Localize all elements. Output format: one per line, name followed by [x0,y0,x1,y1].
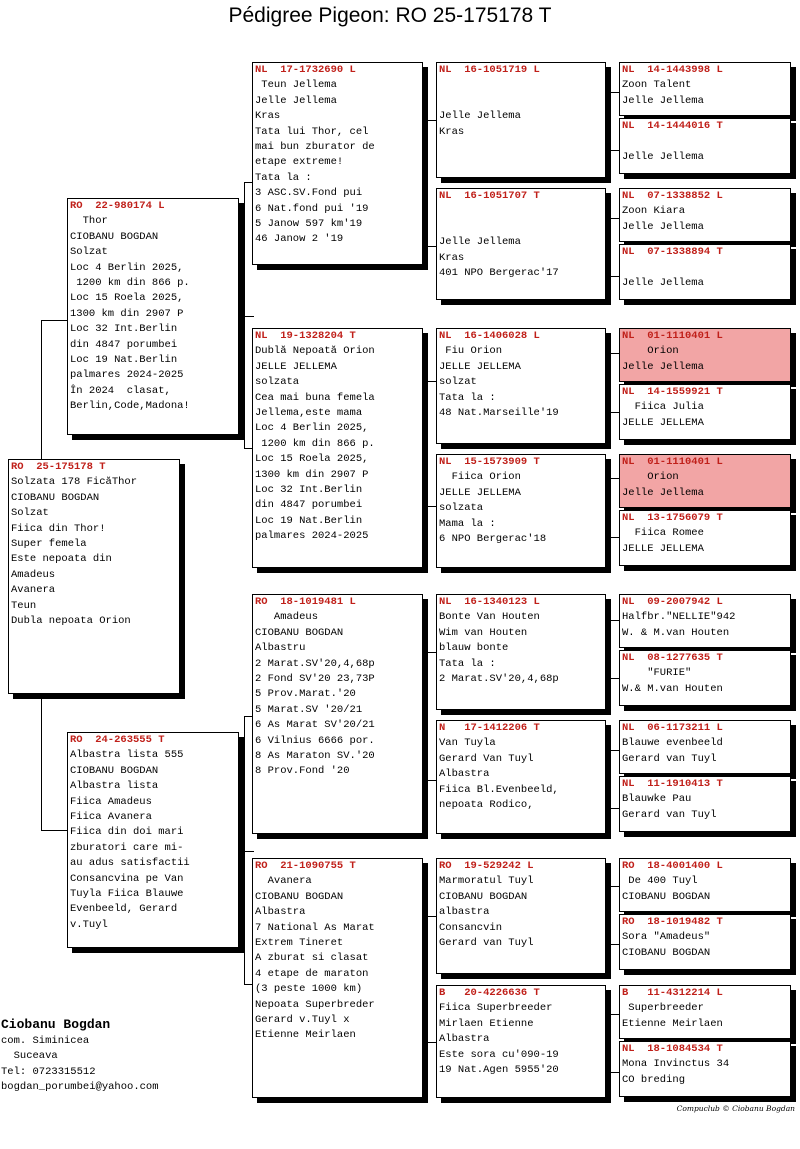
info-line: solzata [255,376,300,389]
pigeon-card-gen4-14 [619,914,791,970]
info-line: Fiica Romee [622,527,704,540]
info-line: Avanera [255,875,312,888]
info-line [622,260,788,275]
ring-number: N 17-1412206 T [439,722,540,734]
info-line: albastra [439,906,490,919]
info-line: "FURIE" [622,667,692,680]
pigeon-card-gen3-3 [436,328,606,444]
ring-number: NL 14-1443998 L [622,64,723,76]
info-line: Solzata 178 FicăThor [11,476,138,489]
pigeon-card-gen4-5 [619,328,791,382]
info-line: Jelle Jellema [622,150,704,163]
pigeon-card-sire-sire [252,62,423,265]
info-line: 19 Nat.Agen 5955'20 [439,1064,559,1077]
info-line: Teun Jellema [255,79,337,92]
ring-number: NL 06-1173211 L [622,722,723,734]
info-line: Kras [439,125,465,138]
info-line: Este sora cu'090-19 [439,1048,559,1061]
pigeon-card-gen4-4 [619,244,791,300]
info-line: Jelle Jellema [439,236,521,249]
info-line: Gerard Van Tuyl [439,752,534,765]
pigeon-card-sire-dam [252,328,423,568]
info-line: De 400 Tuyl [622,875,698,888]
pigeon-card-gen3-1 [436,62,606,178]
info-line: Loc 4 Berlin 2025, [70,261,184,274]
ring-number: NL 01-1110401 L [622,330,723,342]
info-line: Albastra lista 555 [70,749,184,762]
info-line: solzat [439,376,477,389]
info-line: Superbreeder [622,1002,704,1015]
ring-number: NL 09-2007942 L [622,596,723,608]
info-line: nepoata Rodico, [439,799,534,812]
info-line: JELLE JELLEMA [622,542,704,555]
info-line [439,78,603,93]
info-line: 6 Vilnius 6666 por. [255,734,375,747]
info-line: A zburat si clasat [255,952,369,965]
info-line: Evenbeeld, Gerard [70,903,178,916]
info-line: Loc 15 Roela 2025, [255,453,369,466]
info-line: Orion [622,471,679,484]
info-line: Amadeus [11,568,56,581]
info-line: (3 peste 1000 km) [255,983,363,996]
info-line: 3 ASC.SV.Fond pui [255,187,363,200]
pigeon-card-gen4-15 [619,985,791,1039]
info-line: Kras [439,251,465,264]
info-line: Loc 19 Nat.Berlin [255,514,363,527]
ring-number: NL 14-1444016 T [622,120,723,132]
pigeon-card-gen4-9 [619,594,791,648]
info-line: Fiica Bl.Evenbeeld, [439,783,559,796]
info-line: din 4847 porumbei [255,499,363,512]
ring-number: B 20-4226636 T [439,987,540,999]
owner-info [1,1016,159,1096]
info-line: palmares 2024-2025 [255,530,369,543]
info-line: CIOBANU BOGDAN [255,626,344,639]
info-line: Tata la : [255,171,312,184]
info-line: CIOBANU BOGDAN [70,764,159,777]
ring-number: NL 16-1051719 L [439,64,540,76]
pigeon-card-gen4-6 [619,384,791,440]
info-line: JELLE JELLEMA [439,360,521,373]
info-line: Blauwke Pau [622,793,692,806]
info-line: Albastru [255,642,306,655]
info-line: Thor [70,215,108,228]
pigeon-card-sire [67,198,239,435]
info-line: Loc 19 Nat.Berlin [70,354,178,367]
info-line: Avanera [11,584,56,597]
info-line: Gerard van Tuyl [622,752,717,765]
info-line [439,220,603,235]
info-line: 8 Prov.Fond '20 [255,765,350,778]
info-line: Zoon Kiara [622,205,686,218]
info-line: 5 Janow 597 km'19 [255,218,363,231]
owner-email: bogdan_porumbei@yahoo.com [1,1081,159,1094]
ring-number: RO 18-1019482 T [622,916,723,928]
pigeon-card-gen4-13 [619,858,791,912]
owner-name: Ciobanu Bogdan [1,1017,111,1032]
info-line: 46 Janow 2 '19 [255,233,344,246]
ring-number: B 11-4312214 L [622,987,723,999]
ring-number: RO 21-1090755 T [255,860,356,872]
pigeon-card-gen4-2 [619,118,791,174]
pigeon-card-gen4-7 [619,454,791,508]
ring-number: NL 16-1051707 T [439,190,540,202]
info-line: Jelle Jellema [622,94,704,107]
pigeon-card-subject [8,459,180,694]
info-line: 2 Marat.SV'20,4,68p [255,657,375,670]
info-line: Teun [11,599,37,612]
pigeon-card-gen3-2 [436,188,606,300]
info-line: 48 Nat.Marseille'19 [439,407,559,420]
info-line: Albastra [439,1033,490,1046]
info-line: Van Tuyla [439,737,496,750]
pigeon-card-gen4-1 [619,62,791,116]
info-line: Jelle Jellema [439,110,521,123]
info-line: CO breding [622,1073,686,1086]
pigeon-card-gen3-5 [436,594,606,710]
info-line: W.& M.van Houten [622,682,723,695]
ring-number: NL 16-1406028 L [439,330,540,342]
info-line: Fiica Avanera [70,811,152,824]
info-line: 4 etape de maraton [255,967,369,980]
info-line: CIOBANU BOGDAN [255,890,344,903]
info-line: Nepoata Superbreder [255,998,375,1011]
ring-number: RO 24-263555 T [70,734,165,746]
info-line: palmares 2024-2025 [70,369,184,382]
info-line: Zoon Talent [622,79,692,92]
ring-number: NL 01-1110401 L [622,456,723,468]
info-line: v.Tuyl [70,918,108,931]
info-line: Jelle Jellema [622,360,704,373]
pigeon-card-gen4-8 [619,510,791,566]
info-line: 1300 km din 2907 P [70,307,184,320]
info-line: Fiica Orion [439,471,521,484]
info-line: Amadeus [255,611,319,624]
info-line: Gerard van Tuyl [439,937,534,950]
info-line: solzata [439,502,484,515]
ring-number: RO 19-529242 L [439,860,534,872]
ring-number: NL 08-1277635 T [622,652,723,664]
info-line: Blauwe evenbeeld [622,737,723,750]
ring-number: NL 15-1573909 T [439,456,540,468]
pigeon-card-gen4-16 [619,1041,791,1097]
info-line: Solzat [70,246,108,259]
page-title: Pédigree Pigeon: RO 25-175178 T [228,4,552,27]
info-line: CIOBANU BOGDAN [622,946,711,959]
info-line: Halfbr."NELLIE"942 [622,611,736,624]
ring-number: NL 16-1340123 L [439,596,540,608]
info-line: Mama la : [439,517,496,530]
ring-number: NL 13-1756079 T [622,512,723,524]
pigeon-card-gen4-12 [619,776,791,832]
info-line: 5 Marat.SV '20/21 [255,703,363,716]
owner-address-line: Suceava [1,1050,58,1063]
info-line: Tata la : [439,657,496,670]
info-line: Jelle Jellema [255,94,337,107]
info-line: mai bun zburator de [255,141,375,154]
info-line: Cea mai buna femela [255,391,375,404]
info-line: din 4847 porumbei [70,338,178,351]
info-line: 7 National As Marat [255,921,375,934]
info-line: În 2024 clasat, [70,384,171,397]
pigeon-card-gen4-11 [619,720,791,774]
ring-number: NL 17-1732690 L [255,64,356,76]
info-line: au adus satisfactii [70,857,190,870]
info-line: CIOBANU BOGDAN [70,230,159,243]
info-line: Extrem Tineret [255,937,344,950]
info-line: Loc 4 Berlin 2025, [255,422,369,435]
info-line: JELLE JELLEMA [439,486,521,499]
info-line: Fiu Orion [439,345,503,358]
pigeon-card-gen4-10 [619,650,791,706]
info-line [439,204,603,219]
info-line: Tata lui Thor, cel [255,125,369,138]
info-line: Wim van Houten [439,626,528,639]
info-line: 8 As Maraton SV.'20 [255,750,375,763]
info-line: 2 Fond SV'20 23,73P [255,673,375,686]
info-line: Jelle Jellema [622,486,704,499]
info-line: CIOBANU BOGDAN [11,491,100,504]
info-line: CIOBANU BOGDAN [622,890,711,903]
info-line: Super femela [11,538,87,551]
info-line: Orion [622,345,679,358]
pigeon-card-dam-dam [252,858,423,1098]
pigeon-card-dam [67,732,239,948]
info-line: Tata la : [439,391,496,404]
info-line: Fiica Superbreeder [439,1002,553,1015]
info-line: Marmoratul Tuyl [439,875,534,888]
info-line: 1200 km din 866 p. [70,277,190,290]
info-line: Consancvina pe Van [70,872,184,885]
info-line: 2 Marat.SV'20,4,68p [439,673,559,686]
info-line: Jellema,este mama [255,407,363,420]
info-line: 5 Prov.Marat.'20 [255,688,356,701]
info-line: Fiica Julia [622,401,704,414]
info-line: Kras [255,110,281,123]
ring-number: NL 14-1559921 T [622,386,723,398]
ring-number: RO 18-4001400 L [622,860,723,872]
info-line: JELLE JELLEMA [622,416,704,429]
info-line: 6 As Marat SV'20/21 [255,719,375,732]
info-line: W. & M.van Houten [622,626,730,639]
info-line: Fiica din Thor! [11,522,106,535]
ring-number: RO 22-980174 L [70,200,165,212]
info-line: Etienne Meirlaen [255,1029,356,1042]
pigeon-card-gen3-7 [436,858,606,974]
info-line: CIOBANU BOGDAN [439,890,528,903]
info-line: Tuyla Fiica Blauwe [70,888,184,901]
info-line: Consancvin [439,921,503,934]
info-line: Mirlaen Etienne [439,1017,534,1030]
info-line: Dublă Nepoată Orion [255,345,375,358]
info-line: Berlin,Code,Madona! [70,400,190,413]
info-line: etape extreme! [255,156,344,169]
footer-credit: Compuclub © Ciobanu Bogdan [676,1104,795,1113]
owner-phone: Tel: 0723315512 [1,1065,96,1078]
info-line: Sora "Amadeus" [622,931,711,944]
info-line [439,94,603,109]
info-line: Bonte Van Houten [439,611,540,624]
ring-number: NL 18-1084534 T [622,1043,723,1055]
owner-address-line: com. Siminicea [1,1035,90,1047]
pigeon-card-gen3-6 [436,720,606,834]
info-line: Albastra [255,906,306,919]
info-line: Loc 32 Int.Berlin [70,323,178,336]
info-line: Loc 15 Roela 2025, [70,292,184,305]
info-line: 401 NPO Bergerac'17 [439,267,559,280]
ring-number: NL 07-1338894 T [622,246,723,258]
info-line: blauw bonte [439,642,509,655]
pigeon-card-gen3-4 [436,454,606,568]
info-line: Albastra [439,768,490,781]
pigeon-card-dam-sire [252,594,423,834]
info-line: 6 Nat.fond pui '19 [255,202,369,215]
info-line: 1200 km din 866 p. [255,437,375,450]
info-line: Gerard v.Tuyl x [255,1014,350,1027]
info-line: Gerard van Tuyl [622,808,717,821]
ring-number: RO 25-175178 T [11,461,106,473]
pigeon-card-gen4-3 [619,188,791,242]
info-line: 1300 km din 2907 P [255,468,369,481]
info-line: Albastra lista [70,780,159,793]
info-line: 6 NPO Bergerac'18 [439,533,547,546]
info-line: Solzat [11,507,49,520]
info-line: zburatori care mi- [70,841,184,854]
info-line: Dubla nepoata Orion [11,615,131,628]
ring-number: NL 19-1328204 T [255,330,356,342]
ring-number: NL 07-1338852 L [622,190,723,202]
info-line: Fiica din doi mari [70,826,184,839]
info-line: Jelle Jellema [622,276,704,289]
info-line [622,134,788,149]
info-line: Etienne Meirlaen [622,1017,723,1030]
info-line: Jelle Jellema [622,220,704,233]
ring-number: NL 11-1910413 T [622,778,723,790]
info-line: Este nepoata din [11,553,112,566]
info-line: JELLE JELLEMA [255,360,337,373]
info-line: Fiica Amadeus [70,795,152,808]
info-line: Loc 32 Int.Berlin [255,484,363,497]
ring-number: RO 18-1019481 L [255,596,356,608]
pigeon-card-gen3-8 [436,985,606,1098]
info-line: Mona Invinctus 34 [622,1058,730,1071]
